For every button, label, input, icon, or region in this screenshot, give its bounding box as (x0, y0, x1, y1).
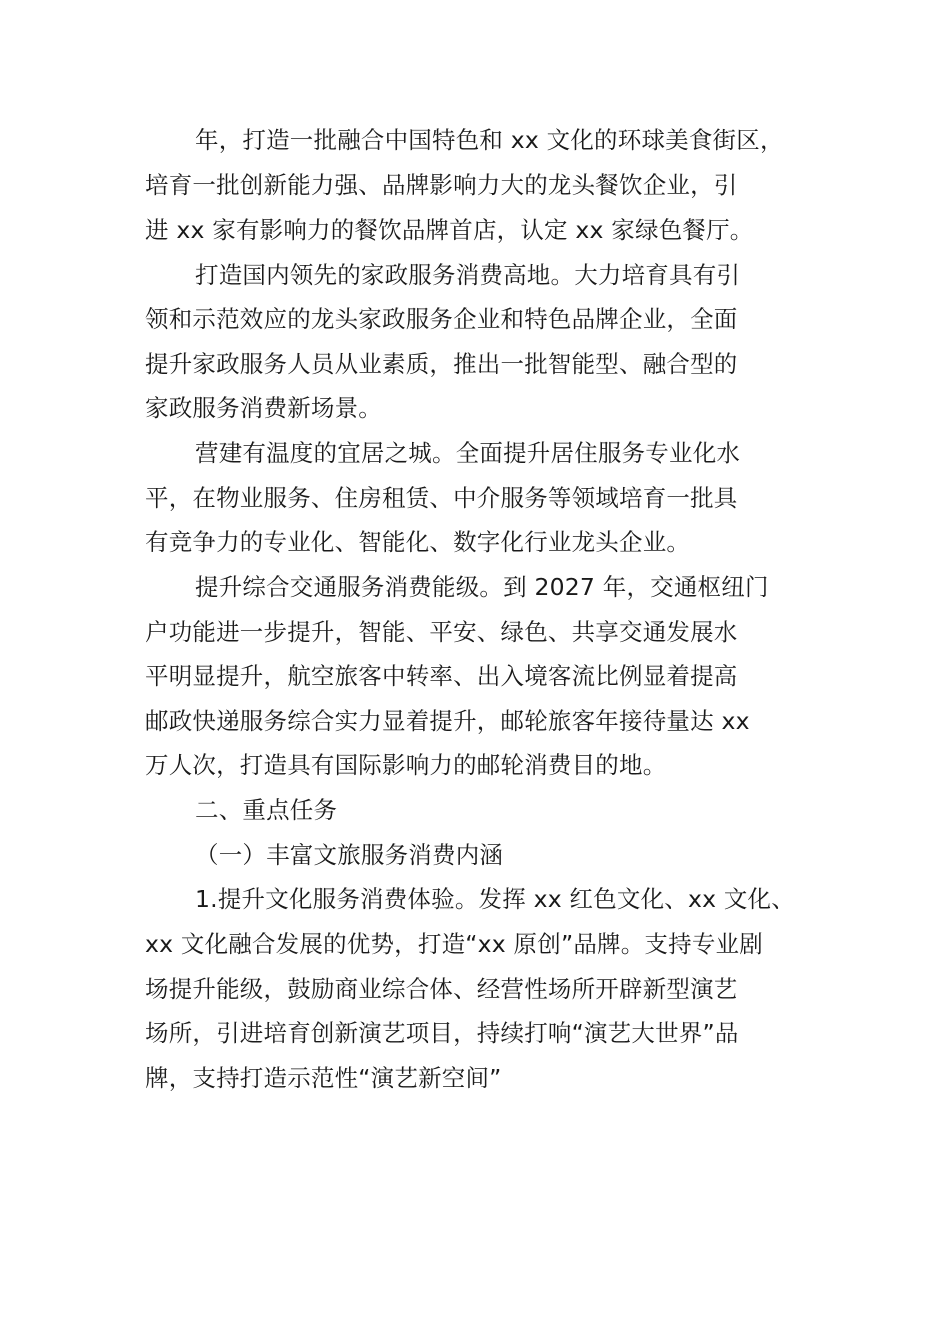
text-line: 平，在物业服务、住房租赁、中介服务等领域培育一批具 (145, 484, 738, 512)
text-line: 领和示范效应的龙头家政服务企业和特色品牌企业，全面 (145, 305, 738, 333)
text-line: 家政服务消费新场景。 (145, 394, 382, 422)
subsection-heading: （一）丰富文旅服务消费内涵 (195, 841, 504, 869)
text-line: 户功能进一步提升，智能、平安、绿色、共享交通发展水 (145, 618, 738, 646)
text-line: 营建有温度的宜居之城。全面提升居住服务专业化水 (195, 439, 741, 467)
text-line: 打造国内领先的家政服务消费高地。大力培育具有引 (195, 261, 741, 289)
text-line: 提升家政服务人员从业素质，推出一批智能型、融合型的 (145, 350, 738, 378)
text-line: 牌，支持打造示范性“演艺新空间” (145, 1064, 502, 1092)
text-line: 培育一批创新能力强、品牌影响力大的龙头餐饮企业，引 (145, 171, 738, 199)
text-line: xx 文化融合发展的优势，打造“xx 原创”品牌。支持专业剧 (145, 930, 763, 958)
text-line: 年，打造一批融合中国特色和 xx 文化的环球美食街区， (195, 126, 784, 154)
section-heading: 二、重点任务 (195, 796, 338, 824)
text-line: 邮政快递服务综合实力显着提升，邮轮旅客年接待量达 xx (145, 707, 750, 735)
text-line: 有竞争力的专业化、智能化、数字化行业龙头企业。 (145, 528, 691, 556)
text-line: 提升综合交通服务消费能级。到 2027 年，交通枢纽门 (195, 573, 769, 601)
text-line: 平明显提升，航空旅客中转率、出入境客流比例显着提高 (145, 662, 738, 690)
text-line: 1.提升文化服务消费体验。发挥 xx 红色文化、xx 文化、 (195, 885, 795, 913)
text-line: 万人次，打造具有国际影响力的邮轮消费目的地。 (145, 751, 667, 779)
text-line: 场提升能级，鼓励商业综合体、经营性场所开辟新型演艺 (145, 975, 738, 1003)
text-line: 进 xx 家有影响力的餐饮品牌首店，认定 xx 家绿色餐厅。 (145, 216, 754, 244)
text-line: 场所，引进培育创新演艺项目，持续打响“演艺大世界”品 (145, 1019, 739, 1047)
